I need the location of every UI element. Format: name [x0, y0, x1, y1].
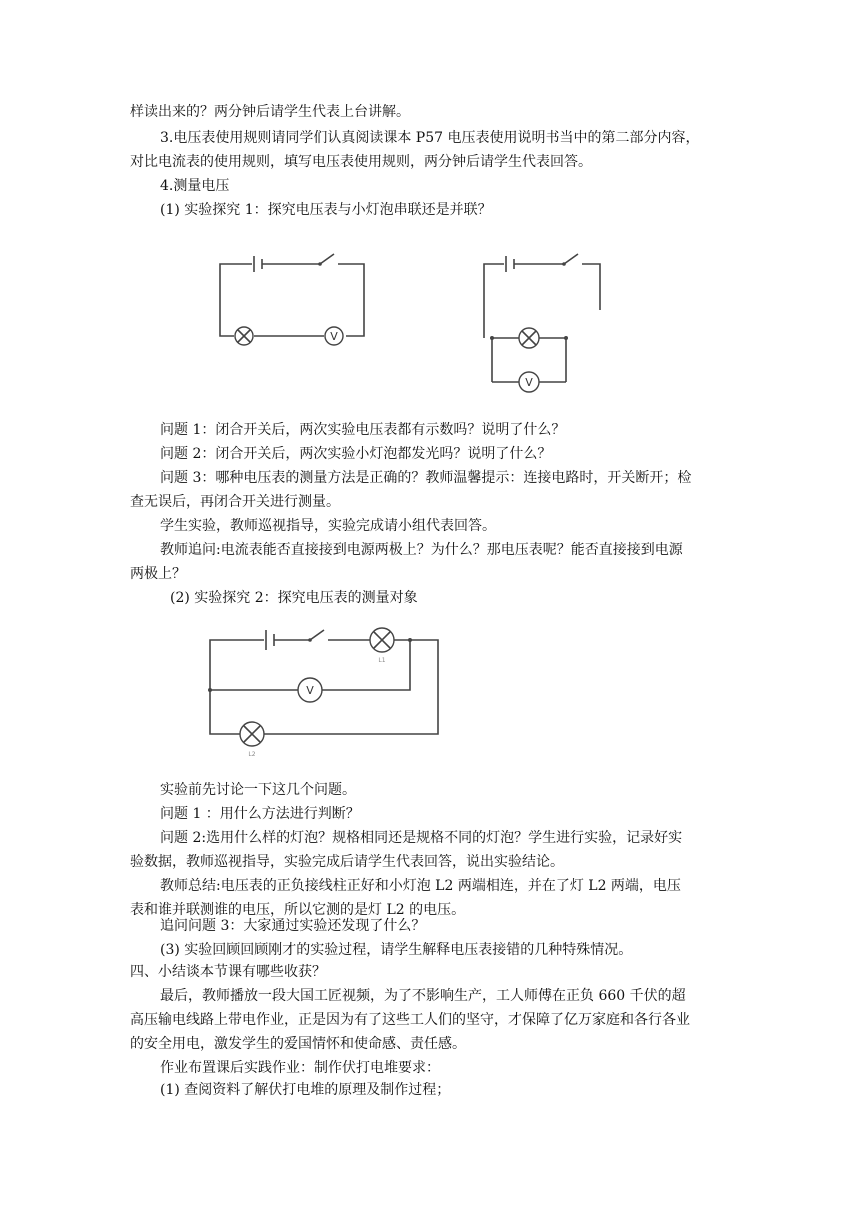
text-line: 问题 1：闭合开关后，两次实验电压表都有示数吗？说明了什么？	[160, 422, 566, 438]
text-line: (1) 查阅资料了解伏打电堆的原理及制作过程；	[160, 1082, 451, 1098]
voltmeter-letter: V	[525, 376, 533, 389]
text-line: (1) 实验探究 1：探究电压表与小灯泡串联还是并联？	[160, 202, 492, 218]
voltmeter-letter: V	[306, 684, 314, 697]
text-line: 样读出来的？两分钟后请学生代表上台讲解。	[130, 104, 410, 120]
text-line: 最后，教师播放一段大国工匠视频，为了不影响生产，工人师傅在正负 660 千伏的超	[160, 988, 686, 1004]
text-line: (2) 实验探究 2：探究电压表的测量对象	[170, 590, 418, 606]
text-line: 查无误后，再闭合开关进行测量。	[130, 494, 340, 510]
text-line: 教师追问:电流表能否直接接到电源两极上？为什么？那电压表呢？能否直接接到电源	[160, 542, 683, 558]
text-line: 的安全用电，激发学生的爱国情怀和使命感、责任感。	[130, 1036, 466, 1052]
lamp-label: L1	[378, 657, 386, 664]
text-line: 表和谁并联测谁的电压，所以它测的是灯 L2 的电压。	[130, 902, 466, 918]
text-line: 问题 2:选用什么样的灯泡？规格相同还是规格不同的灯泡？学生进行实验，记录好实	[160, 830, 683, 846]
text-line: 追问问题 3：大家通过实验还发现了什么？	[160, 918, 426, 934]
text-line: 实验前先讨论一下这几个问题。	[160, 782, 356, 798]
circuit-diagram-series	[212, 248, 372, 348]
text-line: 教师总结:电压表的正负接线柱正好和小灯泡 L2 两端相连，并在了灯 L2 两端，电压	[160, 878, 681, 894]
text-line: 两极上？	[130, 566, 186, 582]
text-line: 问题 2：闭合开关后，两次实验小灯泡都发光吗？说明了什么？	[160, 446, 552, 462]
text-line: 验数据，教师巡视指导，实验完成后请学生代表回答，说出实验结论。	[130, 854, 564, 870]
circuit-diagram-parallel	[476, 250, 616, 400]
circuit-diagram-two-lamps	[200, 620, 450, 760]
text-line: 问题 3：哪种电压表的测量方法是正确的？教师温馨提示：连接电路时，开关断开；检	[160, 470, 692, 486]
section-heading: 四、小结谈本节课有哪些收获？	[130, 964, 326, 980]
text-line: 3.电压表使用规则请同学们认真阅读课本 P57 电压表使用说明书当中的第二部分内容，	[160, 130, 700, 146]
text-line: 问题 1 ：用什么方法进行判断？	[160, 806, 360, 822]
text-line: 学生实验，教师巡视指导，实验完成请小组代表回答。	[160, 518, 496, 534]
text-line: 4.测量电压	[160, 178, 230, 194]
text-line: (3) 实验回顾回顾刚才的实验过程，请学生解释电压表接错的几种特殊情况。	[160, 942, 633, 958]
text-line: 高压输电线路上带电作业，正是因为有了这些工人们的坚守，才保障了亿万家庭和各行各业	[130, 1012, 690, 1028]
text-line: 作业布置课后实践作业：制作伏打电堆要求：	[160, 1060, 440, 1076]
lamp-label: L2	[248, 751, 256, 758]
text-line: 对比电流表的使用规则，填写电压表使用规则，两分钟后请学生代表回答。	[130, 154, 592, 170]
voltmeter-letter: V	[330, 330, 338, 343]
